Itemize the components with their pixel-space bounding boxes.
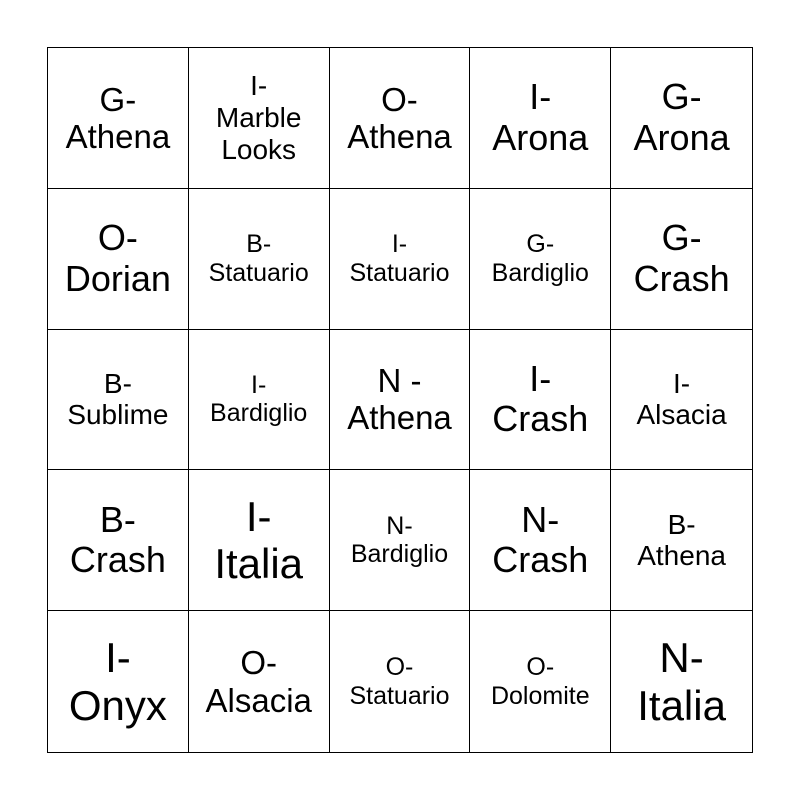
bingo-cell[interactable] (470, 330, 611, 471)
bingo-cell[interactable] (330, 470, 471, 611)
bingo-cell[interactable] (611, 189, 752, 330)
cell-label: I- Bardiglio (210, 371, 308, 428)
cell-label: O- Athena (347, 80, 452, 155)
cell-label: O- Alsacia (205, 644, 312, 719)
bingo-cell[interactable] (611, 611, 752, 752)
cell-label: B- Sublime (67, 367, 169, 431)
cell-label: O- Dolomite (490, 653, 590, 710)
cell-label: I- Marble Looks (215, 70, 302, 165)
cell-label: I- Onyx (68, 634, 167, 729)
bingo-board (47, 47, 753, 753)
cell-label: N- Italia (637, 634, 726, 729)
bingo-cell[interactable] (330, 330, 471, 471)
bingo-cell[interactable] (189, 611, 330, 752)
cell-label: O- Statuario (349, 653, 450, 710)
bingo-cell[interactable] (330, 189, 471, 330)
cell-label: B- Crash (69, 498, 166, 581)
cell-label: I- Crash (492, 357, 589, 440)
bingo-cell[interactable] (330, 48, 471, 189)
bingo-cell[interactable] (330, 611, 471, 752)
cell-label: B- Statuario (208, 230, 309, 287)
bingo-cell[interactable] (470, 189, 611, 330)
bingo-cell[interactable] (189, 48, 330, 189)
cell-label: N- Crash (492, 498, 589, 581)
cell-label: I- Italia (214, 492, 304, 588)
cell-label: I- Statuario (349, 230, 450, 287)
cell-label: G- Crash (633, 217, 730, 299)
cell-label: N- Bardiglio (350, 512, 449, 569)
bingo-cell[interactable] (189, 330, 330, 471)
bingo-cell[interactable] (48, 189, 189, 330)
bingo-cell[interactable] (470, 611, 611, 752)
cell-label: I- Alsacia (636, 367, 727, 431)
bingo-cell[interactable] (470, 48, 611, 189)
cell-label: G- Athena (65, 80, 171, 155)
bingo-cell[interactable] (48, 48, 189, 189)
bingo-cell[interactable] (470, 470, 611, 611)
bingo-cell[interactable] (48, 470, 189, 611)
bingo-cell[interactable] (48, 330, 189, 471)
bingo-cell[interactable] (189, 470, 330, 611)
bingo-cell[interactable] (48, 611, 189, 752)
bingo-cell[interactable] (611, 48, 752, 189)
bingo-cell[interactable] (611, 330, 752, 471)
bingo-cell[interactable] (611, 470, 752, 611)
cell-label: O- Dorian (64, 217, 171, 299)
cell-label: N - Athena (347, 362, 452, 437)
cell-label: I- Arona (492, 76, 589, 158)
cell-label: B- Athena (637, 508, 726, 572)
cell-label: G- Arona (633, 76, 730, 158)
bingo-cell[interactable] (189, 189, 330, 330)
cell-label: G- Bardiglio (491, 230, 589, 287)
